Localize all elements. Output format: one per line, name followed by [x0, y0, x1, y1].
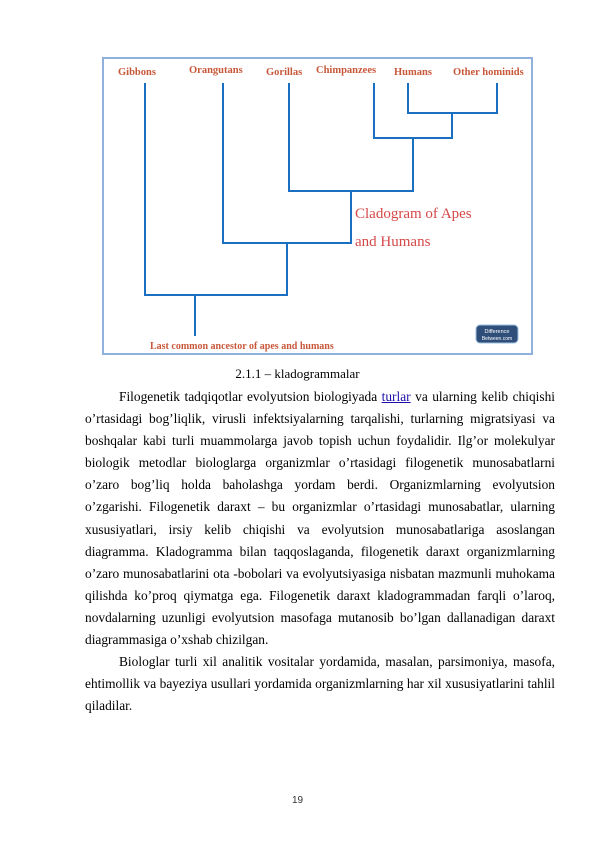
figure-caption: 2.1.1 – kladogrammalar — [235, 366, 360, 381]
difference-between-logo — [476, 325, 518, 343]
root-label: Last common ancestor of apes and humans — [150, 341, 334, 352]
taxon-chimpanzees: Chimpanzees — [316, 65, 377, 76]
cladogram-title-line1: Cladogram of Apes — [355, 206, 472, 222]
taxon-gibbons: Gibbons — [118, 67, 156, 78]
paragraph-1-rest: va ularning kelib chiqishi o’rtasidagi bog’liqlik, virusli infektsiyalarning tarqalishi, turlarning migratsiyasi va boshqalar kabi turli muammolarga javob topish uchun foydalidir. Ilg’or molekulyar biologik metodlar biologlarga organizmlar o’rtasidagi filogenetik munosabatlarni o’zaro bog’liq holda baholashga yordam berdi. Organizmlarning evolyutsion o’zgarishi. Filogenetik daraxt – bu organizmlar o’rtasidagi munosabatlar, ularning xususiyatlari, irsiy kelib chiqishi va evolyutsion munosabatlariga asoslangan diagramma. Kladogramma bilan taqqoslaganda, filogenetik daraxt organizmlarning o’zaro munosabatlarini ota -bobolari va evolyutsiyasiga nisbatan mazmunli muhokama qilishda ko’proq qiymatga ega. Filogenetik daraxt kladogrammadan farqli o’laroq, novdalarning uzunligi evolyutsion masofaga mutanosib bo’lgan dallanadigan daraxt diagrammasiga o’xshab chizilgan. — [85, 389, 555, 648]
branch-orangutans — [223, 83, 351, 243]
taxon-humans: Humans — [394, 67, 432, 78]
page-number: 19 — [291, 795, 304, 806]
cladogram-svg — [104, 59, 531, 353]
paragraph-1-start: Filogenetik tadqiqotlar evolyutsion biologiyada — [119, 389, 382, 404]
paragraph-2: Biologlar turli xil analitik vositalar yordamida, masalan, parsimoniya, masofa, ehtimollik va bayeziya usullari yordamida organizmlarning har xil xususiyatlarini tahlil qiladilar. — [85, 654, 555, 714]
cladogram-title-line2: and Humans — [355, 234, 431, 250]
taxon-other-hominids: Other hominids — [453, 67, 524, 78]
taxon-gorillas: Gorillas — [266, 67, 303, 78]
paragraph-1 — [85, 386, 555, 651]
body-text — [85, 386, 555, 717]
branch-humans-hominids — [408, 83, 497, 113]
branch-gibbons — [145, 83, 287, 295]
logo-line2: Between.com — [481, 336, 513, 342]
turlar-link[interactable]: turlar — [381, 389, 411, 404]
taxon-orangutans: Orangutans — [189, 65, 243, 76]
logo-line1: Difference — [484, 329, 510, 335]
cladogram-figure — [102, 57, 533, 355]
branch-chimpanzees — [374, 83, 452, 138]
